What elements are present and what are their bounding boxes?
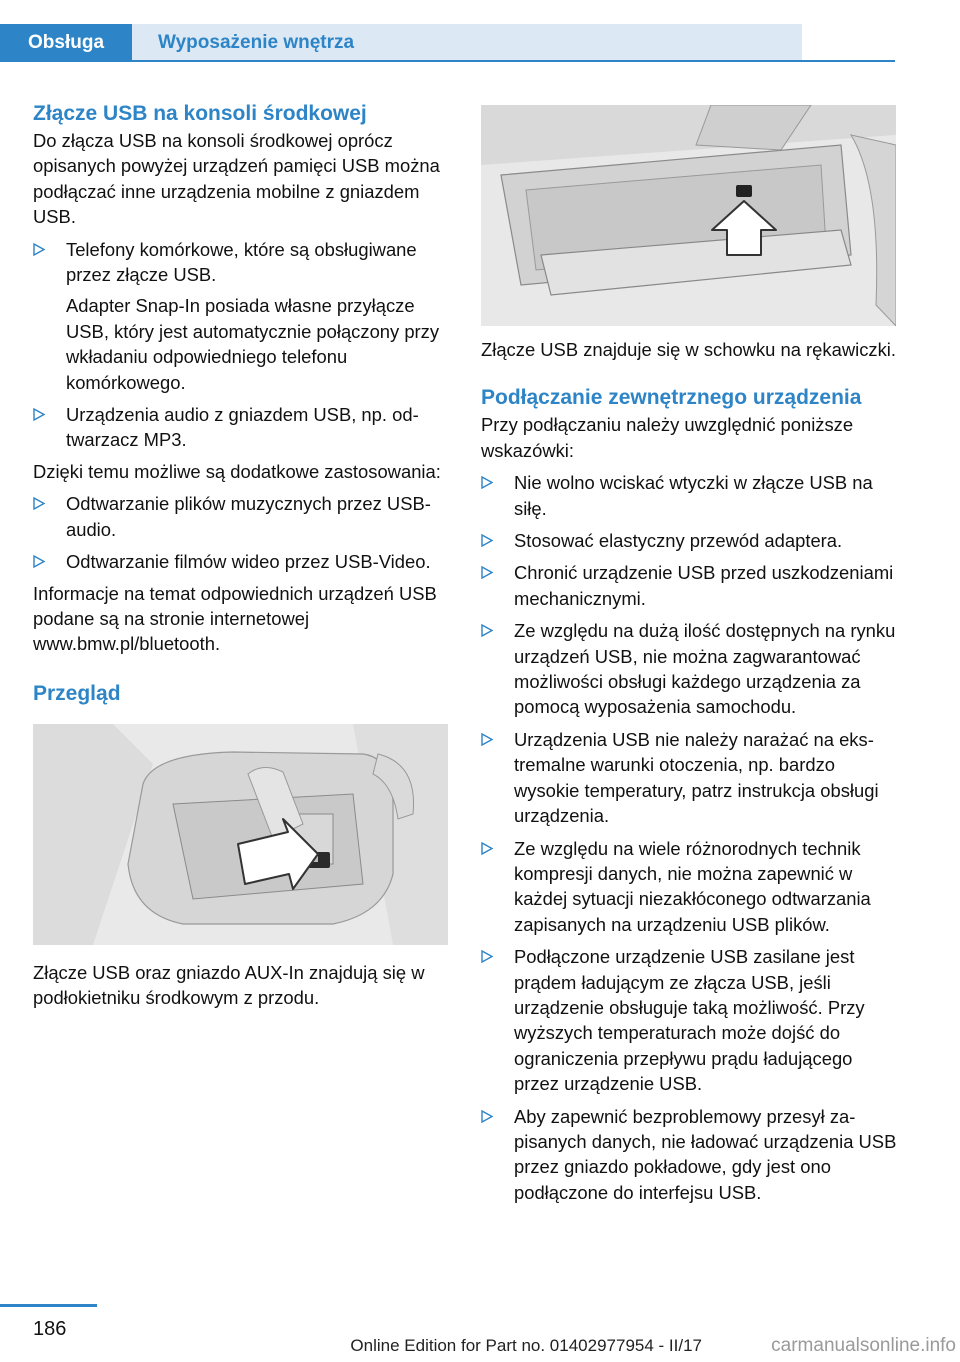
bullet-item [481,560,897,611]
header-rule [0,60,895,62]
triangle-right-icon [481,950,493,963]
outro-paragraph: Informacje na temat odpowiednich urządzeń USB podane są na stronie internetowej www.bmw.pl/bluetooth. [33,582,437,655]
figure-caption-armrest: Złącze USB oraz gniazdo AUX-In znajdują się w podłokietniku środkowym z przodu. [33,961,425,1009]
right-column [481,105,897,1205]
triangle-right-icon [481,733,493,746]
left-column [33,100,451,1011]
page-number: 186 [33,1318,67,1340]
bullet-text: Aby zapewnić bezproblemowy przesył zapisanych danych, nie ładować urządzenia USB przez gniazdo pokładowe, gdy jest ono podłączone do interfejsu USB. [514,1105,897,1203]
bullet-item [481,727,897,829]
tab-obsluga: Obsługa [0,24,132,62]
triangle-right-icon [481,534,493,547]
bullet-item [481,1104,897,1206]
bullet-item [481,470,897,521]
armrest-illustration [33,724,448,945]
section-title-usb-console: Złącze USB na konsoli środkowej [33,102,367,125]
triangle-right-icon [33,497,45,510]
triangle-right-icon [33,555,45,568]
bullet-text: Nie wolno wciskać wtyczki w złącze USB na siłę. [514,472,873,519]
bullet-item [481,836,897,938]
triangle-right-icon [481,842,493,855]
bullet-subtext: Adapter Snap-In posiada własne przyłącze USB, który jest automatycznie połączony przy wkładaniu odpowiedniego telefonu komórkowego. [66,295,440,393]
bullet-item [33,237,451,395]
bullet-text: Urządzenia USB nie należy narażać na ekstremalne warunki otoczenia, np. bardzo wysokie temperatury, patrz instrukcja obsługi urządzenia. [514,728,879,827]
bullet-text: Stosować elastyczny przewód adaptera. [514,530,843,552]
connecting-intro: Przy podłączaniu należy uwzględnić poniższe wskazówki: [481,414,854,461]
bullet-item [33,549,451,574]
triangle-right-icon [481,566,493,579]
triangle-right-icon [33,243,45,256]
glovebox-illustration [481,105,896,326]
triangle-right-icon [481,476,493,489]
bullet-text: Odtwarzanie filmów wideo przez USB-Video. [66,551,431,573]
intro-paragraph: Do złącza USB na konsoli środkowej oprócz opisanych powyżej urządzeń pamięci USB można podłączać inne urządzenia mobilne z gniazdem USB. [33,130,440,228]
bullet-text: Chronić urządzenie USB przed uszkodzeniami mechanicznymi. [514,562,894,609]
bullet-text: Podłączone urządzenie USB zasilane jest prądem ładującym ze złącza USB, jeśli urządzenie obsługuje taką możliwość. Przy wyższych temperaturach może dojść do ograniczenia przepływu prądu ładującego przez urządzenie USB. [514,946,865,1095]
figure-glovebox-usb [481,105,896,326]
header-tabs [0,24,802,62]
section-title-overview: Przegląd [33,681,121,705]
bullet-text: Odtwarzanie plików muzycznych przez USB-audio. [66,493,431,540]
bullet-item [33,491,451,542]
figure-caption-glovebox: Złącze USB znajduje się w schowku na rękawiczki. [481,339,896,360]
figure-armrest-usb [33,724,448,945]
bullet-text: Urządzenia audio z gniazdem USB, np. odtwarzacz MP3. [66,404,419,451]
bullet-text: Ze względu na dużą ilość dostępnych na rynku urządzeń USB, nie można zagwarantować możliwości obsługi każdego urządzenia za pomocą wyposażenia samochodu. [514,620,896,718]
edition-note: Online Edition for Part no. 01402977954 - II/17 [350,1336,702,1355]
triangle-right-icon [481,1110,493,1123]
bullet-text: Ze względu na wiele różnorodnych technik kompresji danych, nie można zapewnić w każdej sytuacji niezakłóconego odtwarzania zapisanych na urządzeniu USB plików. [514,837,871,935]
bullet-text: Telefony komórkowe, które są obsługiwane przez złącze USB. [66,238,417,286]
triangle-right-icon [33,408,45,421]
watermark: carmanualsonline.info [771,1335,956,1356]
footer-rule [0,1304,97,1307]
bullet-item [481,944,897,1096]
section-title-connecting: Podłączanie zewnętrznego urządzenia [481,386,862,410]
bullet-item [481,618,897,720]
triangle-right-icon [481,624,493,637]
mid-paragraph: Dzięki temu możliwe są dodatkowe zastosowania: [33,460,441,482]
bullet-item [33,402,451,453]
tab-wyposazenie-wnetrza: Wyposażenie wnętrza [132,24,802,62]
bullet-item [481,528,897,553]
